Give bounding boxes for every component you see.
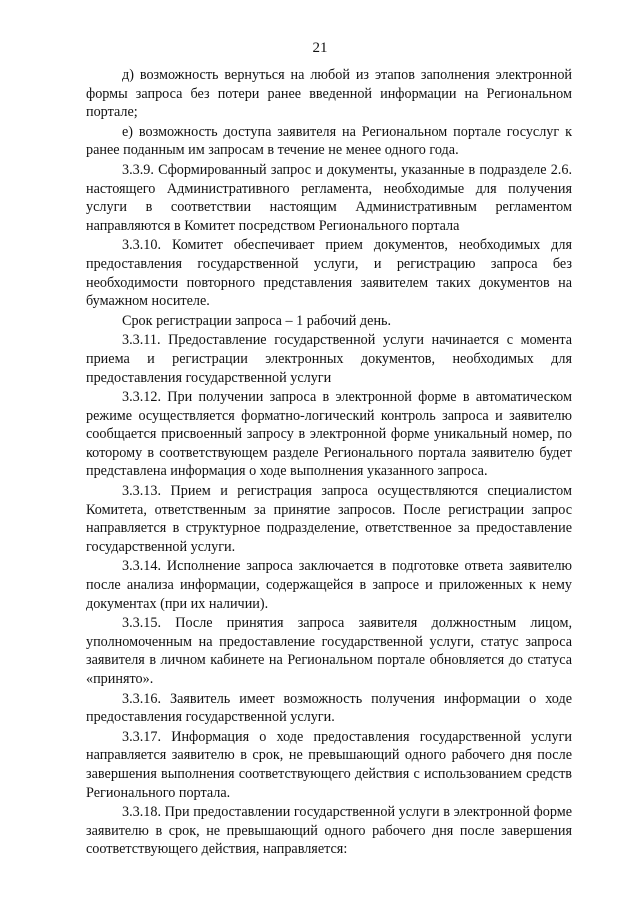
paragraph-3-3-10: 3.3.10. Комитет обеспечивает прием документов, необходимых для предоставления государственной услуги, и регистрацию запроса без необходимости повторного представления заявителем таких документов на бумажном носителе. (86, 237, 572, 310)
paragraph-e-access-requests: е) возможность доступа заявителя на Региональном портале госуслуг к ранее поданным им запросам в течение не менее одного года. (86, 123, 572, 159)
paragraph-3-3-14: 3.3.14. Исполнение запроса заключается в подготовке ответа заявителю после анализа информации, содержащейся в запросе и приложенных к нему документах (при их наличии). (86, 558, 572, 612)
page-number: 21 (312, 40, 328, 56)
paragraph-3-3-15: 3.3.15. После принятия запроса заявителя должностным лицом, уполномоченным на предоставление государственной услуги, статус запроса заявителя в личном кабинете на Региональном портале обновляется до статуса «принято». (86, 615, 572, 687)
paragraph-d-return-to-step: д) возможность вернуться на любой из этапов заполнения электронной формы запроса без потери ранее введенной информации на Региональном портале; (86, 67, 572, 121)
document-body (86, 66, 572, 860)
paragraph-3-3-17: 3.3.17. Информация о ходе предоставления государственной услуги направляется заявителю в срок, не превышающий одного рабочего дня после завершения выполнения соответствующего действия с использованием средств Регионального портала. (86, 728, 572, 801)
paragraph-3-3-12: 3.3.12. При получении запроса в электронной форме в автоматическом режиме осуществляется форматно-логический контроль запроса и заявителю сообщается присвоенный запросу в электронной форме уникальный номер, по которому в соответствующем разделе Регионального портала заявителю будет представлена информация о ходе выполнения указанного запроса. (86, 389, 572, 480)
paragraph-registration-term: Срок регистрации запроса – 1 рабочий день. (122, 312, 392, 329)
paragraph-3-3-13: 3.3.13. Прием и регистрация запроса осуществляются специалистом Комитета, ответственным за принятие запросов. После регистрации запрос направляется в структурное подразделение, ответственное за предоставление государственной услуги. (86, 483, 572, 555)
paragraph-3-3-18: 3.3.18. При предоставлении государственной услуги в электронной форме заявителю в срок, не превышающий одного рабочего дня после завершения соответствующего действия, направляется: (86, 804, 572, 858)
paragraph-3-3-11: 3.3.11. Предоставление государственной услуги начинается с момента приема и регистрации электронных документов, необходимых для предоставления государственной услуги (86, 332, 572, 386)
paragraph-3-3-9: 3.3.9. Сформированный запрос и документы, указанные в подразделе 2.6. настоящего Административного регламента, необходимые для получения услуги в соответствии настоящим Административным регламентом направляются в Комитет посредством Регионального портала (86, 161, 572, 234)
paragraph-3-3-16: 3.3.16. Заявитель имеет возможность получения информации о ходе предоставления государственной услуги. (86, 690, 572, 726)
